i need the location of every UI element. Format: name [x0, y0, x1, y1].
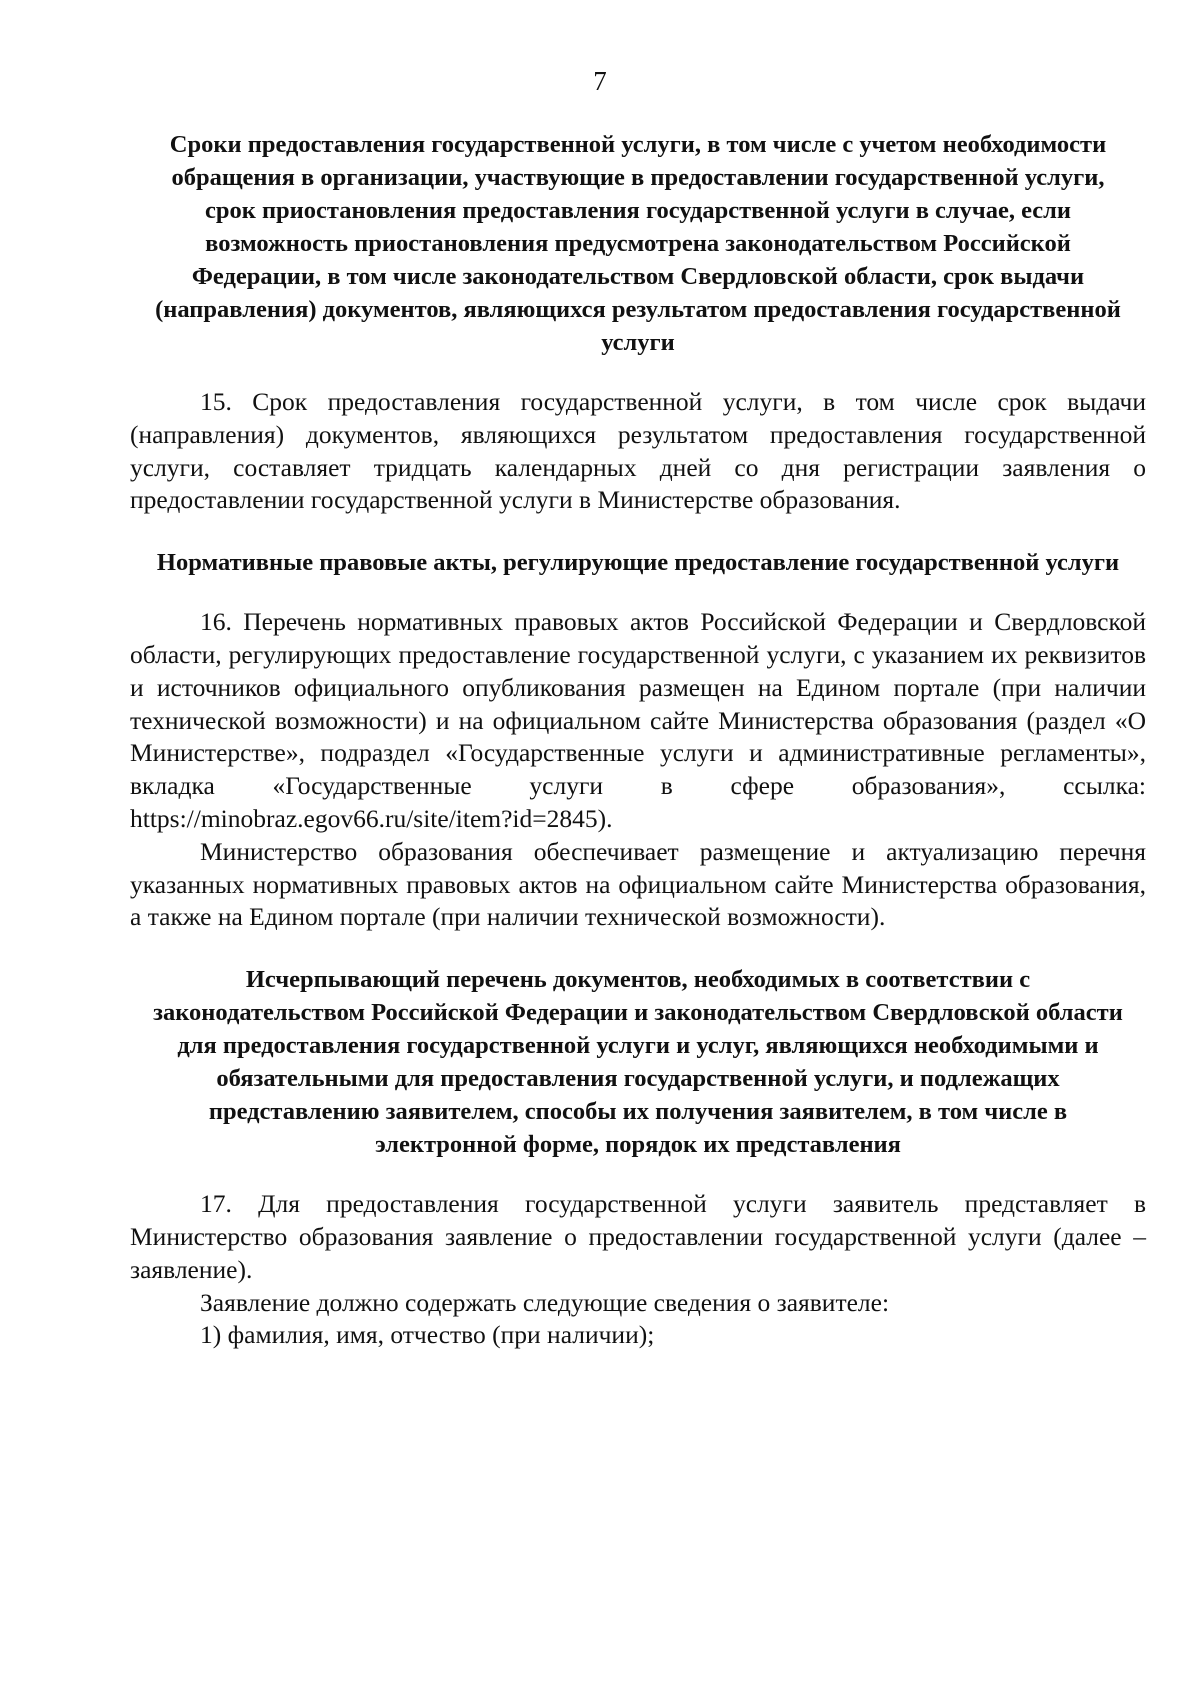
- spacer: [130, 934, 1146, 963]
- spacer: [130, 1161, 1146, 1188]
- page-number: 7: [593, 66, 607, 96]
- spacer: [130, 359, 1146, 386]
- section-heading-terms: Сроки предоставления государственной услуги, в том числе с учетом необходимости обращения в организации, участвующие в предоставлении государственной услуги, срок приостановления предоставления государственной услуги в случае, если возможность приостановления предусмотрена законодательством Российской Федерации, в том числе законодательством Свердловской области, срок выдачи (направления) документов, являющихся результатом предоставления государственной услуги: [155, 131, 1121, 356]
- paragraph-16-continuation: Министерство образования обеспечивает размещение и актуализацию перечня указанных нормативных правовых актов на официальном сайте Министерства образования, а также на Едином портале (при наличии технической возможности).: [130, 836, 1146, 932]
- paragraph-16: 16. Перечень нормативных правовых актов Российской Федерации и Свердловской области, регулирующих предоставление государственной услуги, с указанием их реквизитов и источников официального опубликования размещен на Едином портале (при наличии технической возможности) и на официальном сайте Министерства образования (раздел «О Министерстве», подраздел «Государственные услуги и административные регламенты», вкладка «Государственные услуги в сфере образования», ссылка: https://minobraz.egov66.ru/site/item?id=2845).: [130, 607, 1146, 833]
- document-body: [130, 128, 1146, 1352]
- spacer: [130, 517, 1146, 546]
- paragraph-15: 15. Срок предоставления государственной услуги, в том числе срок выдачи (направления) документов, являющихся результатом предоставления государственной услуги, составляет тридцать календарных дней со дня регистрации заявления о предоставлении государственной услуги в Министерстве образования.: [130, 387, 1146, 515]
- section-heading-documents-list: Исчерпывающий перечень документов, необходимых в соответствии с законодательством Российской Федерации и законодательством Свердловской области для предоставления государственной услуги и услуг, являющихся необходимыми и обязательными для предоставления государственной услуги, и подлежащих представлению заявителем, способы их получения заявителем, в том числе в электронной форме, порядок их представления: [153, 966, 1123, 1159]
- paragraph-17: 17. Для предоставления государственной услуги заявитель представляет в Министерство образования заявление о предоставлении государственной услуги (далее – заявление).: [130, 1189, 1146, 1284]
- spacer: [130, 579, 1146, 606]
- paragraph-17-application-content: Заявление должно содержать следующие сведения о заявителе:: [200, 1287, 890, 1317]
- paragraph-17-item-1: 1) фамилия, имя, отчество (при наличии);: [200, 1320, 655, 1350]
- section-heading-legal-acts: Нормативные правовые акты, регулирующие предоставление государственной услуги: [156, 549, 1120, 577]
